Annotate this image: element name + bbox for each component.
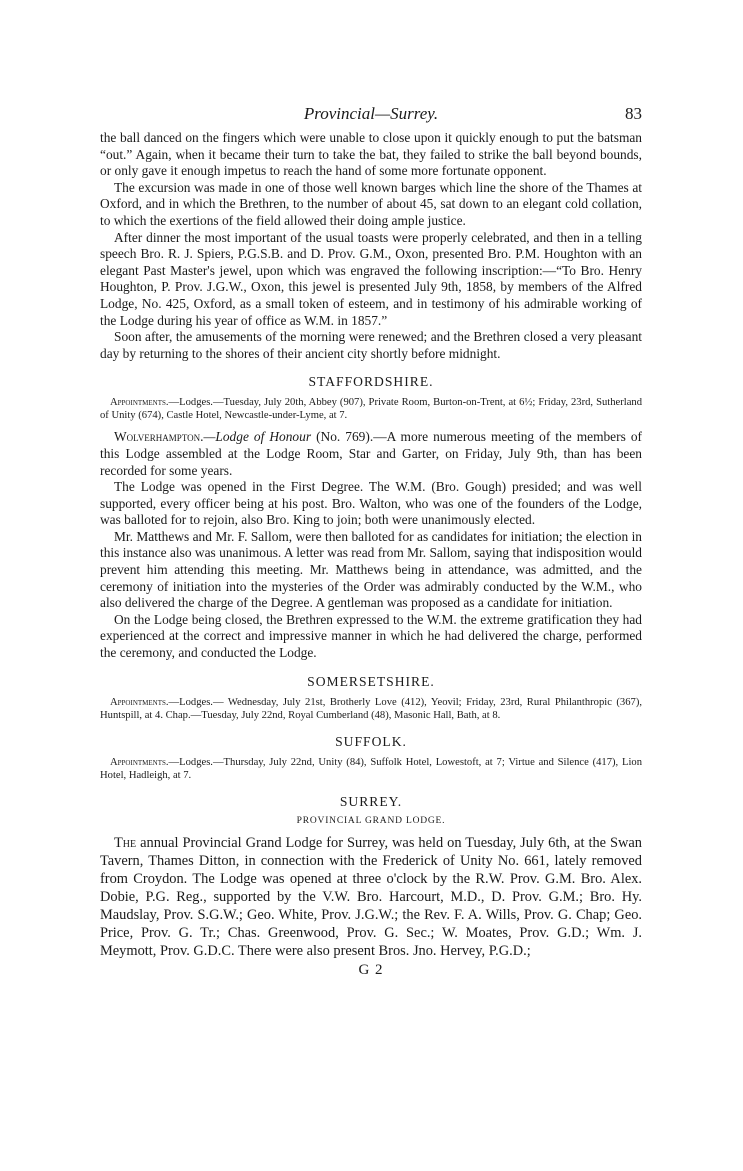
subheading-provincial-grand-lodge: PROVINCIAL GRAND LODGE. [296,815,446,826]
paragraph-lodge-closed: On the Lodge being closed, the Brethren expressed to the W.M. the extreme gratification they had experienced at the correct and impressive manner in which he had delivered the charge, performed the ceremony, and conducted the Lodge. [100,611,642,661]
paragraph-initiation: Mr. Matthews and Mr. F. Sallom, were then balloted for as candidates for initiation; the election in this instance also was unanimous. A letter was read from Mr. Sallom, saying that indisposition would prevent him attending this meeting. Mr. Matthews being in attendance, was admitted, and the ceremony of initiation into the mysteries of the Order was admirably conducted by the W.M., who also delivered the charge of the Degree. A gentleman was proposed as a candidate for initiation. [100,528,642,611]
running-head [100,104,642,130]
appointments-suffolk [100,756,642,782]
signature-mark: G 2 [358,961,384,978]
paragraph-closing: Soon after, the amusements of the morning were renewed; and the Brethren closed a very pleasant day by returning to the shores of their ancient city shortly before midnight. [100,329,642,361]
paragraph-surrey [100,834,642,960]
opening-word: The [114,834,137,851]
lodge-name: —Lodge of Honour [203,429,312,445]
heading-somersetshire: SOMERSETSHIRE. [307,673,435,689]
page-number: 83 [625,104,642,123]
appointments-label: Appointments. [110,756,169,768]
heading-surrey: SURREY. [339,793,403,809]
place-label: Wolverhampton. [114,429,204,445]
appointments-text: —Lodges.—Tuesday, July 20th, Abbey (907), Private Room, Burton-on-Trent, at 6½; Friday, 23rd, Sutherland of Unity (674), Castle Hotel, Newcastle-under-Lyme, at 7. [100,397,642,422]
page [100,104,642,979]
paragraph-cricket: the ball danced on the fingers which were unable to close upon it quickly enough to put the batsman “out.” Again, when it became their turn to take the bat, they failed to strike the ball beyond bounds, or only gave it enough impetus to reach the hand of some more fortunate opponent. [100,130,642,179]
heading-suffolk: SUFFOLK. [335,733,407,749]
paragraph-text: annual Provincial Grand Lodge for Surrey, was held on Tuesday, July 6th, at the Swan Tavern, Thames Ditton, in connection with the Frederick of Unity No. 661, lately removed from Croydon. The Lodge was opened at three o'clock by the R.W. Prov. G.M. Bro. Alex. Dobie, P.G. Reg., supported by the V.W. Bro. Harcourt, M.D., D. Prov. G.M.; Bro. Hy. Maudslay, Prov. S.G.W.; Geo. White, Prov. J.G.W.; the Rev. F. A. Wills, Prov. G. Chap; Geo. Price, Prov. G. Tr.; Chas. Greenwood, Prov. G. Sec.; W. Moates, Prov. G.D.; Wm. J. Meymott, Prov. G.D.C. There were also present Bros. Jno. Hervey, P.G.D.; [100,834,642,959]
appointments-label: Appointments. [110,696,169,708]
running-title: Provincial—Surrey. [303,104,439,123]
paragraph-wolverhampton [100,429,642,479]
appointments-somersetshire [100,696,642,722]
paragraph-text: (No. 769).—A more numerous meeting of the members of this Lodge assembled at the Lodge Room, Star and Garter, on Friday, July 9th, than has been recorded for some years. [100,429,642,478]
paragraph-lodge-opened: The Lodge was opened in the First Degree. The W.M. (Bro. Gough) presided; and was well supported, every officer being at his post. Bro. Walton, who was one of the founders of the Lodge, was balloted for to rejoin, also Bro. King to join; both were unanimously elected. [100,479,642,528]
heading-staffordshire: STAFFORDSHIRE. [308,374,434,390]
appointments-text: —Lodges.— Wednesday, July 21st, Brotherly Love (412), Yeovil; Friday, 23rd, Rural Philanthropic (367), Huntspill, at 4. Chap.—Tuesday, July 22nd, Royal Cumberland (48), Masonic Hall, Bath, at 8. [100,696,642,721]
appointments-text: —Lodges.—Thursday, July 22nd, Unity (84), Suffolk Hotel, Lowestoft, at 7; Virtue and Silence (417), Lion Hotel, Hadleigh, at 7. [100,756,642,781]
paragraph-dinner: After dinner the most important of the usual toasts were properly celebrated, and then in a telling speech Bro. R. J. Spiers, P.G.S.B. and D. Prov. G.M., Oxon, presented Bro. P.M. Houghton with an elegant Past Master's jewel, upon which was engraved the following inscription:—“To Bro. Henry Houghton, P. Prov. J.G.W., Oxon, this jewel is presented July 9th, 1858, by members of the Alfred Lodge, No. 425, Oxford, as a small token of esteem, and in testimony of his admirable working of the Lodge during his year of office as W.M. in 1857.” [100,229,642,328]
paragraph-excursion: The excursion was made in one of those well known barges which line the shore of the Thames at Oxford, and in which the Brethren, to the number of about 45, sat down to an elegant cold collation, to which the exertions of the field allowed their doing ample justice. [100,179,642,228]
appointments-staffordshire [100,396,642,422]
appointments-label: Appointments. [110,397,169,409]
